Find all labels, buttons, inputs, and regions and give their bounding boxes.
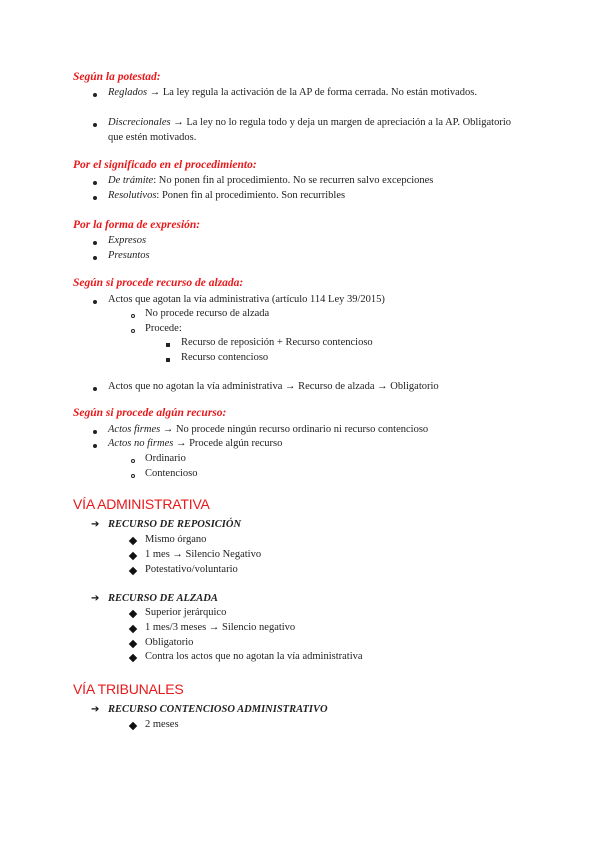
circle-bullet-icon xyxy=(131,314,135,318)
list-item-obligatorio: Obligatorio xyxy=(145,637,194,648)
list-item-mismo-organo: Mismo órgano xyxy=(145,534,207,545)
diamond-bullet-icon xyxy=(129,625,137,633)
subsublist-item-reposicion-contencioso: Recurso de reposición + Recurso contencioso xyxy=(181,337,373,348)
term-reglados: Reglados xyxy=(108,87,148,98)
term-discrecionales: Discrecionales xyxy=(108,117,171,128)
heading-via-tribunales: VÍA TRIBUNALES xyxy=(73,681,184,697)
heading-alzada: Según si procede recurso de alzada: xyxy=(73,277,244,289)
diamond-bullet-icon xyxy=(129,537,137,545)
list-item-actos-firmes xyxy=(108,423,428,438)
term-tramite: De trámite xyxy=(108,175,154,186)
diamond-bullet-icon xyxy=(129,722,137,730)
term-actos-no-firmes: Actos no firmes xyxy=(108,438,174,449)
sublist-item-no-procede: No procede recurso de alzada xyxy=(145,308,270,319)
arrow-bullet-icon: ➔ xyxy=(91,704,100,715)
square-bullet-icon xyxy=(166,343,170,347)
heading-algun-recurso: Según si procede algún recurso: xyxy=(73,407,227,419)
list-item-contra-actos: Contra los actos que no agotan la vía administrativa xyxy=(145,651,363,662)
subheading-recurso-alzada: RECURSO DE ALZADA xyxy=(108,593,218,604)
arrow-bullet-icon: ➔ xyxy=(91,519,100,530)
diamond-bullet-icon xyxy=(129,567,137,575)
circle-bullet-icon xyxy=(131,459,135,463)
list-item-superior: Superior jerárquico xyxy=(145,607,227,618)
circle-bullet-icon xyxy=(131,474,135,478)
bullet-icon xyxy=(93,241,97,245)
heading-significado: Por el significado en el procedimiento: xyxy=(73,159,257,171)
square-bullet-icon xyxy=(166,358,170,362)
diamond-bullet-icon xyxy=(129,610,137,618)
subsublist-item-contencioso: Recurso contencioso xyxy=(181,352,269,363)
list-item-actos-no-firmes xyxy=(108,437,282,452)
list-item-discrecionales xyxy=(108,116,528,145)
diamond-bullet-icon xyxy=(129,654,137,662)
item-text: La ley regula la activación de la AP de forma cerrada. No están motivados. xyxy=(162,87,478,98)
item-text: → No procede ningún recurso ordinario ni recurso contencioso xyxy=(160,424,429,435)
bullet-icon xyxy=(93,444,97,448)
list-item-agotan: Actos que agotan la vía administrativa (artículo 114 Ley 39/2015) xyxy=(108,294,385,305)
item-text: → Procede algún recurso xyxy=(173,438,283,449)
term-resolutivos: Resolutivos xyxy=(108,190,157,201)
item-text: La ley no lo regula todo y deja un margen de apreciación a la AP. Obligatorio que estén motivados. xyxy=(108,117,511,143)
bullet-icon xyxy=(93,93,97,97)
subheading-recurso-contencioso: RECURSO CONTENCIOSO ADMINISTRATIVO xyxy=(108,704,328,715)
arrow: → xyxy=(173,117,184,128)
list-item-no-agotan: Actos que no agotan la vía administrativa → Recurso de alzada → Obligatorio xyxy=(108,381,439,392)
item-text: : No ponen fin al procedimiento. No se recurren salvo excepciones xyxy=(153,175,434,186)
bullet-icon xyxy=(93,430,97,434)
heading-forma: Por la forma de expresión: xyxy=(73,219,201,231)
list-item-presuntos: Presuntos xyxy=(108,250,150,261)
list-item-potestativo: Potestativo/voluntario xyxy=(145,564,238,575)
sublist-item-contencioso: Contencioso xyxy=(145,468,198,479)
arrow-bullet-icon: ➔ xyxy=(91,593,100,604)
circle-bullet-icon xyxy=(131,329,135,333)
item-text: : Ponen fin al procedimiento. Son recurribles xyxy=(156,190,346,201)
arrow: → xyxy=(149,87,161,98)
list-item-1-mes: 1 mes → Silencio Negativo xyxy=(145,549,262,560)
sublist-item-ordinario: Ordinario xyxy=(145,453,186,464)
list-item-reglados xyxy=(108,86,528,101)
bullet-icon xyxy=(93,300,97,304)
bullet-icon xyxy=(93,123,97,127)
bullet-icon xyxy=(93,196,97,200)
bullet-icon xyxy=(93,387,97,391)
heading-potestad: Según la potestad: xyxy=(73,71,161,83)
subheading-recurso-reposicion: RECURSO DE REPOSICIÓN xyxy=(108,519,242,530)
list-item-expresos: Expresos xyxy=(108,235,147,246)
term-actos-firmes: Actos firmes xyxy=(108,424,161,435)
bullet-icon xyxy=(93,181,97,185)
list-item-2-meses: 2 meses xyxy=(145,719,179,730)
bullet-icon xyxy=(93,256,97,260)
sublist-item-procede: Procede: xyxy=(145,323,182,334)
diamond-bullet-icon xyxy=(129,552,137,560)
heading-via-administrativa: VÍA ADMINISTRATIVA xyxy=(73,496,210,512)
list-item-resolutivos xyxy=(108,189,345,204)
list-item-1-3-meses: 1 mes/3 meses → Silencio negativo xyxy=(145,622,296,633)
list-item-tramite xyxy=(108,174,433,189)
diamond-bullet-icon xyxy=(129,640,137,648)
